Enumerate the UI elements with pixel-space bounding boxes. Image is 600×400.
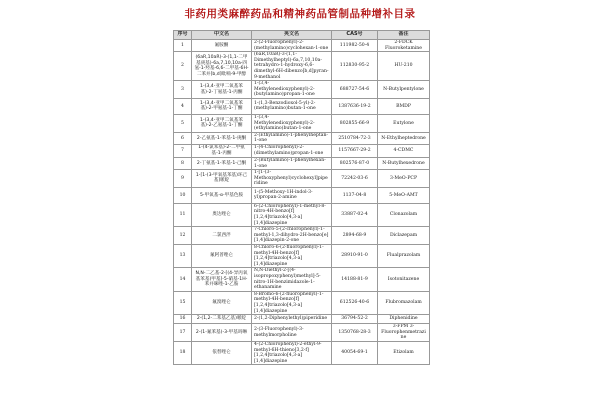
- cell-remarks: 5-MeO-AMT: [378, 187, 430, 203]
- table-row: [174, 268, 430, 291]
- table-row: [174, 170, 430, 188]
- cell-number: 15: [174, 291, 192, 314]
- table-row: [174, 203, 430, 226]
- table-row: [174, 291, 430, 314]
- cell-chinese-name: 二氯西泮: [192, 227, 252, 245]
- cell-english-name: 1-[1-(3-Methoxyphenyl)cyclohexyl]piperidine: [252, 170, 332, 188]
- table-row: [174, 324, 430, 342]
- cell-remarks: N-Ethylheptedrone: [378, 132, 430, 144]
- cell-chinese-name: 1-(3,4-亚甲二氧基苯基)-2-甲氨基-1-丁酮: [192, 98, 252, 114]
- cell-english-name: 2-(Ethylamino)-1-phenylheptan-1-one: [252, 132, 332, 144]
- cell-remarks: HU-210: [378, 52, 430, 81]
- cell-cas-number: 1137-04-8: [332, 187, 378, 203]
- cell-chinese-name: 氟溴唑仑: [192, 291, 252, 314]
- table-row: [174, 315, 430, 324]
- cell-remarks: 4-CDMC: [378, 144, 430, 157]
- cell-number: 4: [174, 98, 192, 114]
- cell-number: 14: [174, 268, 192, 291]
- cell-remarks: Flualprazolam: [378, 245, 430, 268]
- cell-chinese-name: N,N-二乙基-2-[(4-异丙氧基苯基)甲基]-5-硝基-1H-苯并咪唑-1-乙胺: [192, 268, 252, 291]
- table-row: [174, 341, 430, 364]
- cell-english-name: 6-(2-Chlorophenyl)-1-methyl-8-nitro-4H-benzo[f][1,2,4]triazolo[4,3-a][1,4]diazepine: [252, 203, 332, 226]
- cell-chinese-name: 2-丁氨基-1-苯基-1-己酮: [192, 157, 252, 169]
- cell-number: 18: [174, 341, 192, 364]
- cell-number: 5: [174, 114, 192, 132]
- cell-chinese-name: 依替唑仑: [192, 341, 252, 364]
- table-row: [174, 144, 430, 157]
- cell-remarks: Diphenidine: [378, 315, 430, 324]
- cell-number: 2: [174, 52, 192, 81]
- cell-remarks: BMDP: [378, 98, 430, 114]
- cell-chinese-name: 氟胺酮: [192, 40, 252, 52]
- cell-cas-number: 33887-02-4: [332, 203, 378, 226]
- table-row: [174, 52, 430, 81]
- cell-chinese-name: 2-(1,2-二苯基乙基)哌啶: [192, 315, 252, 324]
- cell-number: 10: [174, 187, 192, 203]
- cell-cas-number: 40054-69-1: [332, 341, 378, 364]
- table-header-row: [174, 31, 430, 40]
- cell-cas-number: 36794-52-2: [332, 315, 378, 324]
- cell-chinese-name: 奥达唑仑: [192, 203, 252, 226]
- cell-remarks: Isotonitazene: [378, 268, 430, 291]
- cell-chinese-name: 1-[1-(3-甲氧基苯基)环己基]哌啶: [192, 170, 252, 188]
- cell-english-name: 8-Bromo-6-(2-fluorophenyl)-1-methyl-4H-benzo[f][1,2,4]triazolo[4,3-a][1,4]diazepine: [252, 291, 332, 314]
- cell-number: 17: [174, 324, 192, 342]
- cell-number: 12: [174, 227, 192, 245]
- header-chinese-name: 中文名: [192, 31, 252, 40]
- cell-remarks: N-Butylpentylone: [378, 81, 430, 99]
- cell-remarks: N-Butylhexedrone: [378, 157, 430, 169]
- cell-chinese-name: 1-(3,4-亚甲二氧基苯基)-2-丁氨基-1-丙酮: [192, 81, 252, 99]
- cell-english-name: 7-Chloro-5-(2-chlorophenyl)-1-methyl-1,3-dihydro-2H-benzo[e][1,4]diazepin-2-one: [252, 227, 332, 245]
- table-row: [174, 157, 430, 169]
- cell-number: 7: [174, 144, 192, 157]
- cell-number: 9: [174, 170, 192, 188]
- header-number: 序号: [174, 31, 192, 40]
- cell-cas-number: 2510784-72-3: [332, 132, 378, 144]
- cell-cas-number: 1157667-29-2: [332, 144, 378, 157]
- cell-remarks: 3-MeO-PCP: [378, 170, 430, 188]
- cell-cas-number: 112830-95-2: [332, 52, 378, 81]
- table-row: [174, 114, 430, 132]
- controlled-substances-table: [173, 30, 430, 365]
- cell-english-name: 1-(3,4-Methylenedioxyphenyl)-2-(butylamino)propan-1-one: [252, 81, 332, 99]
- cell-cas-number: 1350768-28-3: [332, 324, 378, 342]
- cell-number: 3: [174, 81, 192, 99]
- cell-number: 11: [174, 203, 192, 226]
- cell-remarks: Clonazolam: [378, 203, 430, 226]
- table-row: [174, 40, 430, 52]
- cell-english-name: 2-(1,2-Diphenylethyl)piperidine: [252, 315, 332, 324]
- cell-cas-number: 802855-66-9: [332, 114, 378, 132]
- table-row: [174, 132, 430, 144]
- cell-cas-number: 111982-50-4: [332, 40, 378, 52]
- cell-remarks: Etizolam: [378, 341, 430, 364]
- cell-cas-number: 72242-03-6: [332, 170, 378, 188]
- cell-remarks: Flubromazolam: [378, 291, 430, 314]
- cell-cas-number: 28910-91-0: [332, 245, 378, 268]
- document-title: 非药用类麻醉药品和精神药品管制品种增补目录: [184, 8, 416, 20]
- cell-cas-number: 1387636-19-2: [332, 98, 378, 114]
- cell-cas-number: 802576-87-0: [332, 157, 378, 169]
- cell-number: 16: [174, 315, 192, 324]
- cell-chinese-name: 5-甲氧基-α-甲基色胺: [192, 187, 252, 203]
- cell-chinese-name: 1-(4-氯苯基)-2-二甲氨基-1-丙酮: [192, 144, 252, 157]
- cell-remarks: 3-FPM 3-Fluorophenmetrazine: [378, 324, 430, 342]
- header-english-name: 英文名: [252, 31, 332, 40]
- cell-english-name: 2-(2-Fluorophenyl)-2-(methylamino)cyclohexan-1-one: [252, 40, 332, 52]
- cell-english-name: 1-(3,4-Methylenedioxyphenyl)-2-(ethylamino)butan-1-one: [252, 114, 332, 132]
- table-row: [174, 81, 430, 99]
- table-row: [174, 187, 430, 203]
- cell-cas-number: 688727-54-6: [332, 81, 378, 99]
- cell-number: 8: [174, 157, 192, 169]
- cell-chinese-name: 氟阿普唑仑: [192, 245, 252, 268]
- cell-cas-number: 2894-68-9: [332, 227, 378, 245]
- table-row: [174, 227, 430, 245]
- header-remarks: 备注: [378, 31, 430, 40]
- cell-number: 6: [174, 132, 192, 144]
- cell-chinese-name: 2-乙氨基-1-苯基-1-庚酮: [192, 132, 252, 144]
- cell-chinese-name: (6aR,10aR)-3-(1,1-二甲基庚基)-6a,7,10,10a-四氢-1-羟基-6,6-二甲基-6H-二苯并[b,d]吡喃-9-甲醇: [192, 52, 252, 81]
- cell-chinese-name: 1-(3,4-亚甲二氧基苯基)-2-乙氨基-1-丁酮: [192, 114, 252, 132]
- cell-english-name: 8-Chloro-6-(2-fluorophenyl)-1-methyl-4H-benzo[f][1,2,4]triazolo[4,3-a][1,4]diazepine: [252, 245, 332, 268]
- cell-cas-number: 14188-81-9: [332, 268, 378, 291]
- cell-english-name: 1-(1,3-Benzodioxol-5-yl)-2-(methylamino)butan-1-one: [252, 98, 332, 114]
- cell-english-name: 2-(3-Fluorophenyl)-3-methylmorpholine: [252, 324, 332, 342]
- cell-english-name: 4-(2-Chlorophenyl)-2-ethyl-9-methyl-6H-thieno[3,2-f][1,2,4]triazolo[4,3-a][1,4]diazepine: [252, 341, 332, 364]
- cell-number: 13: [174, 245, 192, 268]
- cell-english-name: 1-(4-Chlorophenyl)-2-(dimethylamino)propan-1-one: [252, 144, 332, 157]
- table-row: [174, 245, 430, 268]
- cell-english-name: N,N-Diethyl-2-[(4-isopropoxyphenyl)methyl]-5-nitro-1H-benzimidazole-1-ethanamine: [252, 268, 332, 291]
- cell-number: 1: [174, 40, 192, 52]
- cell-cas-number: 612526-40-6: [332, 291, 378, 314]
- cell-chinese-name: 2-(1-氟苯基)-3-甲基吗啉: [192, 324, 252, 342]
- header-cas-number: CAS号: [332, 31, 378, 40]
- cell-english-name: 1-(5-Methoxy-1H-indol-3-yl)propan-2-amine: [252, 187, 332, 203]
- cell-remarks: Eutylone: [378, 114, 430, 132]
- cell-english-name: (6aR,10aR)-3-(1,1-Dimethylheptyl)-6a,7,10,10a-tetrahydro-1-hydroxy-6,6-dimethyl-6H-dibenzo[b,d]pyran-9-methanol: [252, 52, 332, 81]
- cell-english-name: 2-(Butylamino)-1-phenylhexan-1-one: [252, 157, 332, 169]
- cell-remarks: Diclazepam: [378, 227, 430, 245]
- table-row: [174, 98, 430, 114]
- cell-remarks: 2-FDCK Fluoroketamine: [378, 40, 430, 52]
